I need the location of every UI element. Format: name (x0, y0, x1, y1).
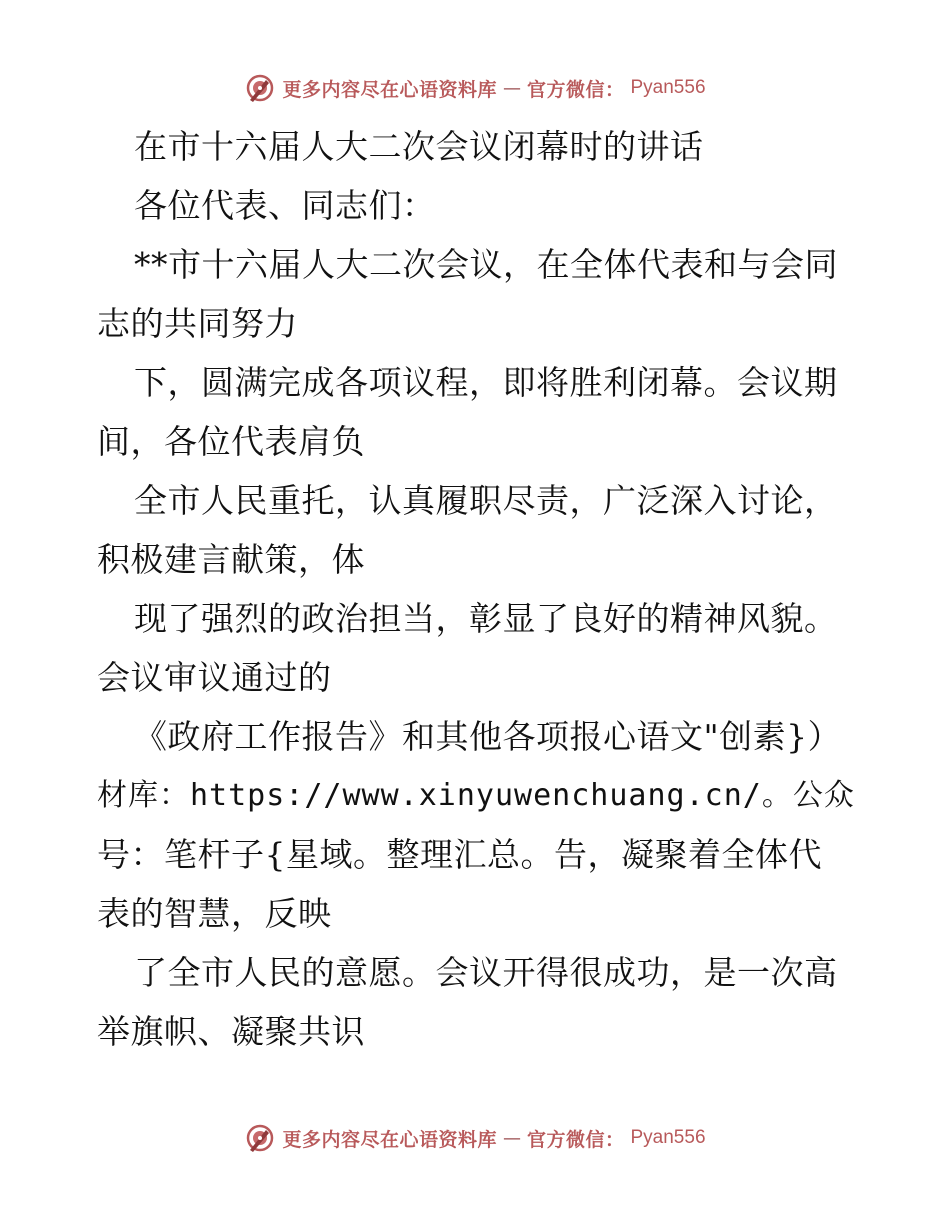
paragraph-line: 会议审议通过的 (97, 658, 332, 697)
paragraph-line: 了全市人民的意愿。会议开得很成功，是一次高 (134, 953, 838, 992)
pen-logo-icon (244, 72, 276, 104)
paragraph-line: 举旗帜、凝聚共识 (97, 1012, 365, 1051)
salutation: 各位代表、同志们： (134, 186, 436, 225)
paragraph-line: **市十六届人大二次会议，在全体代表和与会同 (134, 245, 838, 284)
document-title: 在市十六届人大二次会议闭幕时的讲话 (134, 127, 704, 166)
header-watermark (0, 72, 950, 104)
watermark-label: 官方微信： (526, 1128, 625, 1151)
paragraph-line: 志的共同努力 (97, 304, 298, 343)
paragraph-line: 表的智慧，反映 (97, 894, 332, 933)
paragraph-line: 间，各位代表肩负 (97, 422, 365, 461)
paragraph-line: 全市人民重托，认真履职尽责，广泛深入讨论， (134, 481, 838, 520)
watermark-text: 更多内容尽在心语资料库 (282, 78, 497, 101)
paragraph-line: 积极建言献策，体 (97, 540, 365, 579)
footer-watermark (0, 1122, 950, 1154)
paragraph-line: 现了强烈的政治担当，彰显了良好的精神风貌。 (134, 599, 838, 638)
watermark-account: Pyan556 (630, 77, 706, 98)
watermark-label: 官方微信： (526, 78, 625, 101)
paragraph-line: 《政府工作报告》和其他各项报心语文"创素}） (134, 717, 842, 756)
pen-logo-icon (244, 1122, 276, 1154)
watermark-account: Pyan556 (630, 1127, 706, 1148)
watermark-separator: — (502, 77, 521, 99)
watermark-text: 更多内容尽在心语资料库 (282, 1128, 497, 1151)
watermark-separator: — (502, 1127, 521, 1149)
paragraph-line: 号：笔杆子{星域。整理汇总。告，凝聚着全体代 (97, 835, 822, 874)
document-body (97, 117, 857, 1061)
paragraph-line: 下，圆满完成各项议程，即将胜利闭幕。会议期 (134, 363, 838, 402)
paragraph-line-url: 材库：https://www.xinyuwenchuang.cn/。公众 (97, 778, 855, 813)
